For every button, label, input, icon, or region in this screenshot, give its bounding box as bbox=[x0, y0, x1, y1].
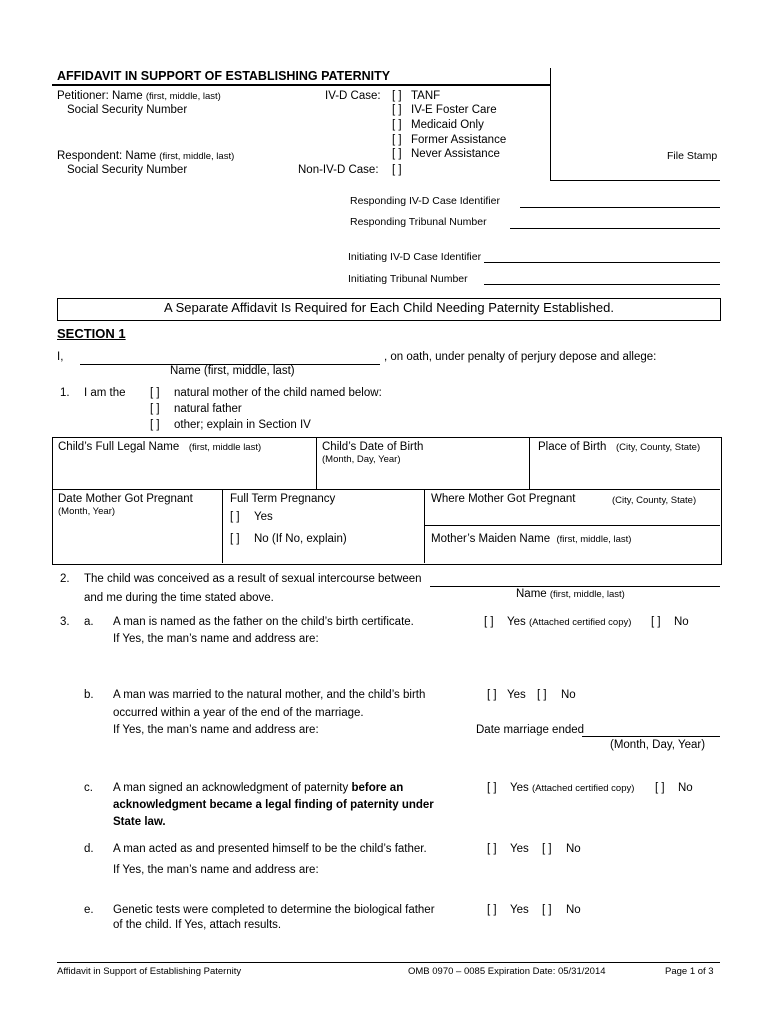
text: A man signed an acknowledgment of paternity bbox=[113, 782, 352, 794]
table-divider bbox=[424, 489, 425, 563]
i-label: I, bbox=[57, 351, 64, 363]
non-ivd-checkbox[interactable]: [ ] bbox=[392, 164, 402, 176]
item-2-text-2: and me during the time stated above. bbox=[84, 592, 274, 604]
table-divider bbox=[424, 525, 720, 526]
checkbox[interactable]: [ ] bbox=[537, 689, 547, 701]
dob-hint: (Month, Day, Year) bbox=[322, 454, 401, 465]
full-term-yes: Yes bbox=[254, 511, 273, 523]
checkbox[interactable]: [ ] bbox=[487, 904, 497, 916]
file-stamp-bottom bbox=[550, 180, 720, 181]
file-stamp-border bbox=[550, 68, 551, 180]
initiating-case-label: Initiating IV-D Case Identifier bbox=[348, 251, 482, 263]
text-bold: before an bbox=[351, 782, 404, 794]
item-3a-no: No bbox=[674, 616, 689, 628]
item-1-label: I am the bbox=[84, 387, 126, 399]
label: Name bbox=[516, 588, 547, 600]
checkbox[interactable]: [ ] bbox=[150, 419, 160, 431]
label: Child’s Full Legal Name bbox=[58, 441, 180, 453]
date-marriage-ended-hint: (Month, Day, Year) bbox=[610, 739, 706, 751]
where-pregnant-hint: (City, County, State) bbox=[612, 495, 697, 506]
respondent-name-label bbox=[57, 149, 234, 164]
checkbox[interactable]: [ ] bbox=[230, 533, 240, 545]
item-3e-letter: e. bbox=[84, 904, 94, 916]
option-natural-mother: natural mother of the child named below: bbox=[174, 387, 382, 399]
file-stamp-label: File Stamp bbox=[667, 150, 718, 162]
checkbox[interactable]: [ ] bbox=[230, 511, 240, 523]
checkbox[interactable]: [ ] bbox=[392, 119, 402, 131]
title-rule bbox=[52, 84, 550, 86]
petitioner-name-label bbox=[57, 89, 221, 104]
checkbox[interactable]: [ ] bbox=[487, 843, 497, 855]
item-3e-yes: Yes bbox=[510, 904, 529, 916]
item-3d-if-yes: If Yes, the man’s name and address are: bbox=[113, 864, 319, 876]
full-term-label: Full Term Pregnancy bbox=[230, 493, 336, 505]
item-3c-letter: c. bbox=[84, 782, 93, 794]
footer-page: Page 1 of 3 bbox=[665, 966, 714, 977]
item-3c-text bbox=[113, 781, 403, 795]
table-divider bbox=[52, 489, 720, 490]
option-medicaid: Medicaid Only bbox=[411, 119, 484, 131]
full-term-no: No (If No, explain) bbox=[254, 533, 347, 545]
pob-cell[interactable] bbox=[538, 440, 700, 455]
date-pregnant-hint: (Month, Year) bbox=[58, 506, 116, 517]
item-3-number: 3. bbox=[60, 616, 70, 628]
item-3b-text-2: occurred within a year of the end of the marriage. bbox=[113, 707, 364, 719]
respondent-ssn-label: Social Security Number bbox=[67, 164, 188, 176]
item-3d-yes: Yes bbox=[510, 843, 529, 855]
checkbox[interactable]: [ ] bbox=[392, 148, 402, 160]
table-divider bbox=[316, 437, 317, 489]
item-3a-letter: a. bbox=[84, 616, 94, 628]
footer-omb: OMB 0970 – 0085 Expiration Date: 05/31/2014 bbox=[408, 966, 606, 977]
item-2-name-hint bbox=[516, 587, 625, 602]
hint: (first, middle, last) bbox=[549, 589, 625, 600]
ivd-case-label: IV-D Case: bbox=[325, 90, 381, 102]
label: Mother’s Maiden Name bbox=[431, 533, 551, 545]
label: Yes bbox=[507, 616, 526, 628]
checkbox[interactable]: [ ] bbox=[392, 134, 402, 146]
checkbox[interactable]: [ ] bbox=[392, 104, 402, 116]
initiating-tribunal-label: Initiating Tribunal Number bbox=[348, 273, 468, 285]
item-3a-if-yes: If Yes, the man’s name and address are: bbox=[113, 633, 319, 645]
table-divider bbox=[222, 489, 223, 563]
date-marriage-ended-label: Date marriage ended bbox=[476, 724, 585, 736]
item-3c-yes bbox=[510, 781, 634, 796]
label: Place of Birth bbox=[538, 441, 607, 453]
hint: (City, County, State) bbox=[616, 442, 701, 453]
item-3a-text: A man is named as the father on the child’s birth certificate. bbox=[113, 616, 414, 628]
affiant-name-hint: Name (first, middle, last) bbox=[170, 365, 295, 377]
footer-title: Affidavit in Support of Establishing Paternity bbox=[57, 966, 242, 977]
item-2-number: 2. bbox=[60, 573, 70, 585]
hint: (first, middle last) bbox=[188, 442, 262, 453]
label: Respondent: Name bbox=[57, 150, 157, 162]
initiating-tribunal-field[interactable] bbox=[484, 284, 720, 285]
item-3c-no: No bbox=[678, 782, 693, 794]
notice-text: A Separate Affidavit Is Required for Each Child Needing Paternity Established. bbox=[164, 300, 614, 315]
hint: (Attached certified copy) bbox=[531, 783, 635, 794]
item-3a-yes bbox=[507, 615, 631, 630]
label: Yes bbox=[510, 782, 529, 794]
date-pregnant-label[interactable]: Date Mother Got Pregnant bbox=[58, 493, 193, 505]
option-never: Never Assistance bbox=[411, 148, 500, 160]
item-3d-text: A man acted as and presented himself to be the child’s father. bbox=[113, 843, 427, 855]
table-divider bbox=[529, 437, 530, 489]
checkbox[interactable]: [ ] bbox=[487, 782, 497, 794]
responding-tribunal-label: Responding Tribunal Number bbox=[350, 216, 487, 228]
item-3b-yes: Yes bbox=[507, 689, 526, 701]
item-3e-text-2: of the child. If Yes, attach results. bbox=[113, 919, 282, 931]
checkbox[interactable]: [ ] bbox=[150, 387, 160, 399]
checkbox[interactable]: [ ] bbox=[542, 843, 552, 855]
responding-case-label: Responding IV-D Case Identifier bbox=[350, 195, 500, 207]
form-title: AFFIDAVIT IN SUPPORT OF ESTABLISHING PATERNITY bbox=[57, 69, 391, 83]
item-3b-letter: b. bbox=[84, 689, 94, 701]
item-3e-no: No bbox=[566, 904, 581, 916]
option-foster-care: IV-E Foster Care bbox=[411, 104, 497, 116]
item-3c-text-3: State law. bbox=[113, 816, 166, 828]
item-1-number: 1. bbox=[60, 387, 70, 399]
item-3b-no: No bbox=[561, 689, 576, 701]
item-3d-no: No bbox=[566, 843, 581, 855]
option-former: Former Assistance bbox=[411, 134, 507, 146]
checkbox[interactable]: [ ] bbox=[651, 616, 661, 628]
item-3b-text: A man was married to the natural mother, and the child’s birth bbox=[113, 689, 426, 701]
checkbox[interactable]: [ ] bbox=[487, 689, 497, 701]
where-pregnant-label[interactable]: Where Mother Got Pregnant bbox=[431, 493, 576, 505]
label: Petitioner: Name bbox=[57, 90, 143, 102]
option-other: other; explain in Section IV bbox=[174, 419, 311, 431]
item-3e-text: Genetic tests were completed to determine the biological father bbox=[113, 904, 435, 916]
checkbox[interactable]: [ ] bbox=[150, 403, 160, 415]
hint: (Attached certified copy) bbox=[528, 617, 632, 628]
non-ivd-case-label: Non-IV-D Case: bbox=[298, 164, 379, 176]
section-1-heading: SECTION 1 bbox=[57, 326, 126, 341]
item-3b-if-yes: If Yes, the man’s name and address are: bbox=[113, 724, 319, 736]
dob-label[interactable]: Child’s Date of Birth bbox=[322, 441, 424, 453]
item-3d-letter: d. bbox=[84, 843, 94, 855]
checkbox[interactable]: [ ] bbox=[542, 904, 552, 916]
hint: (first, middle, last) bbox=[556, 534, 632, 545]
option-natural-father: natural father bbox=[174, 403, 242, 415]
responding-case-field[interactable] bbox=[520, 207, 720, 208]
date-marriage-ended-field[interactable] bbox=[582, 736, 720, 737]
petitioner-ssn-label: Social Security Number bbox=[67, 104, 188, 116]
responding-tribunal-field[interactable] bbox=[510, 228, 720, 229]
footer-rule bbox=[57, 962, 720, 963]
maiden-name-cell[interactable] bbox=[431, 532, 631, 547]
checkbox[interactable]: [ ] bbox=[484, 616, 494, 628]
checkbox[interactable]: [ ] bbox=[392, 90, 402, 102]
option-tanf: TANF bbox=[411, 90, 441, 102]
oath-text: , on oath, under penalty of perjury depose and allege: bbox=[384, 351, 657, 363]
initiating-case-field[interactable] bbox=[484, 262, 720, 263]
checkbox[interactable]: [ ] bbox=[655, 782, 665, 794]
child-name-cell[interactable] bbox=[58, 440, 261, 455]
item-3c-text-2: acknowledgment became a legal finding of paternity under bbox=[113, 799, 434, 811]
hint: (first, middle, last) bbox=[159, 151, 235, 162]
item-2-text: The child was conceived as a result of sexual intercourse between bbox=[84, 573, 422, 585]
hint: (first, middle, last) bbox=[145, 91, 221, 102]
